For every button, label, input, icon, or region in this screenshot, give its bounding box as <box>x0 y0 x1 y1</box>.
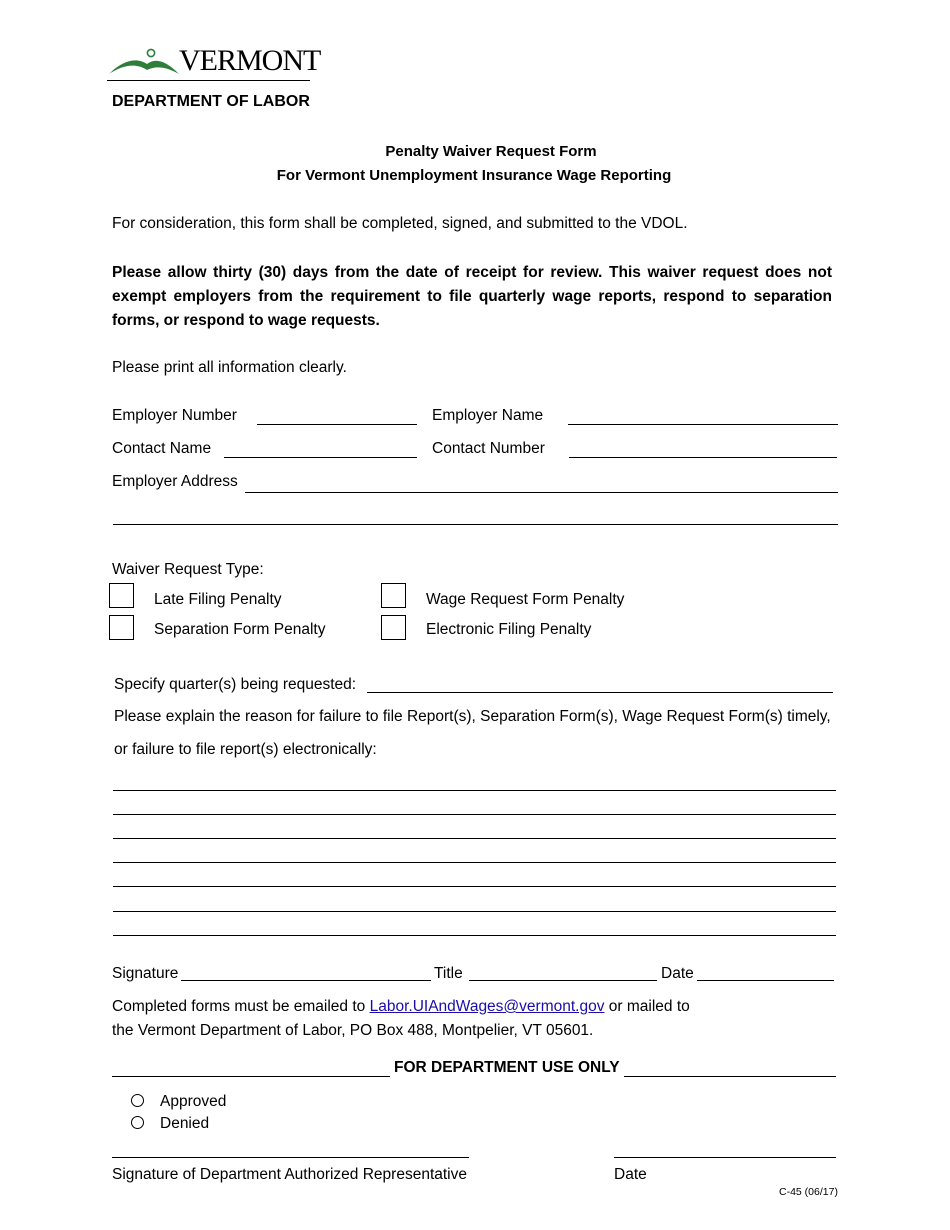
approved-radio[interactable] <box>131 1094 144 1107</box>
date-field[interactable] <box>697 980 834 981</box>
electronic-filing-label: Electronic Filing Penalty <box>426 621 592 638</box>
contact-number-field[interactable] <box>569 457 837 458</box>
rep-signature-label: Signature of Department Authorized Representative <box>112 1166 467 1183</box>
employer-address-field-line2[interactable] <box>113 524 838 525</box>
denied-label: Denied <box>160 1115 210 1132</box>
wage-request-checkbox[interactable] <box>381 583 406 608</box>
intro-text: For consideration, this form shall be completed, signed, and submitted to the VDOL. <box>112 215 688 232</box>
separation-form-label: Separation Form Penalty <box>154 621 326 638</box>
employer-name-field[interactable] <box>568 424 838 425</box>
vermont-logo <box>107 44 321 80</box>
mailing-address: the Vermont Department of Labor, PO Box 488, Montpelier, VT 05601. <box>112 1022 594 1039</box>
title-label: Title <box>434 965 463 982</box>
employer-name-label: Employer Name <box>432 407 544 424</box>
rep-signature-field[interactable] <box>112 1157 469 1158</box>
employer-address-field[interactable] <box>245 492 838 493</box>
explain-label-line2: or failure to file report(s) electronically: <box>114 741 377 758</box>
explanation-line[interactable] <box>113 862 836 863</box>
explanation-line[interactable] <box>113 935 836 936</box>
form-subtitle: For Vermont Unemployment Insurance Wage Reporting <box>276 167 672 184</box>
late-filing-label: Late Filing Penalty <box>154 591 282 608</box>
logo-underline <box>107 80 310 81</box>
contact-name-label: Contact Name <box>112 440 212 457</box>
explanation-line[interactable] <box>113 886 836 887</box>
submission-prefix: Completed forms must be emailed to <box>112 998 366 1015</box>
late-filing-checkbox[interactable] <box>109 583 134 608</box>
quarter-field[interactable] <box>367 692 833 693</box>
explanation-line[interactable] <box>113 838 836 839</box>
submission-suffix: or mailed to <box>608 998 690 1015</box>
explanation-line[interactable] <box>113 911 836 912</box>
title-field[interactable] <box>469 980 657 981</box>
form-code: C-45 (06/17) <box>779 1186 838 1198</box>
date-label: Date <box>661 965 694 982</box>
employer-number-field[interactable] <box>257 424 417 425</box>
employer-number-label: Employer Number <box>112 407 237 424</box>
contact-name-field[interactable] <box>224 457 417 458</box>
employer-address-label: Employer Address <box>112 473 238 490</box>
submission-text <box>112 998 690 1016</box>
denied-radio[interactable] <box>131 1116 144 1129</box>
logo-wordmark: VERMONT <box>179 44 321 77</box>
quarter-label: Specify quarter(s) being requested: <box>114 676 357 693</box>
print-note: Please print all information clearly. <box>112 359 347 376</box>
explanation-line[interactable] <box>113 814 836 815</box>
form-title: Penalty Waiver Request Form <box>385 143 597 160</box>
vermont-mountain-icon <box>107 44 182 78</box>
wage-request-label: Wage Request Form Penalty <box>426 591 625 608</box>
signature-label: Signature <box>112 965 179 982</box>
department-name: DEPARTMENT OF LABOR <box>112 93 310 110</box>
signature-field[interactable] <box>181 980 431 981</box>
dept-use-heading: FOR DEPARTMENT USE ONLY <box>390 1059 624 1077</box>
approved-label: Approved <box>160 1093 227 1110</box>
review-notice: Please allow thirty (30) days from the date of receipt for review. This waiver request does not exempt employers from the requirement to file quarterly wage reports, respond to separation forms, or respond to wage requests. <box>112 264 832 329</box>
contact-number-label: Contact Number <box>432 440 545 457</box>
email-link[interactable]: Labor.UIAndWages@vermont.gov <box>369 998 605 1015</box>
rep-date-field[interactable] <box>614 1157 836 1158</box>
waiver-type-label: Waiver Request Type: <box>112 561 264 578</box>
separation-form-checkbox[interactable] <box>109 615 134 640</box>
electronic-filing-checkbox[interactable] <box>381 615 406 640</box>
rep-date-label: Date <box>614 1166 647 1183</box>
explain-label-line1: Please explain the reason for failure to file Report(s), Separation Form(s), Wage Request Form(s) timely, <box>114 708 831 725</box>
explanation-line[interactable] <box>113 790 836 791</box>
